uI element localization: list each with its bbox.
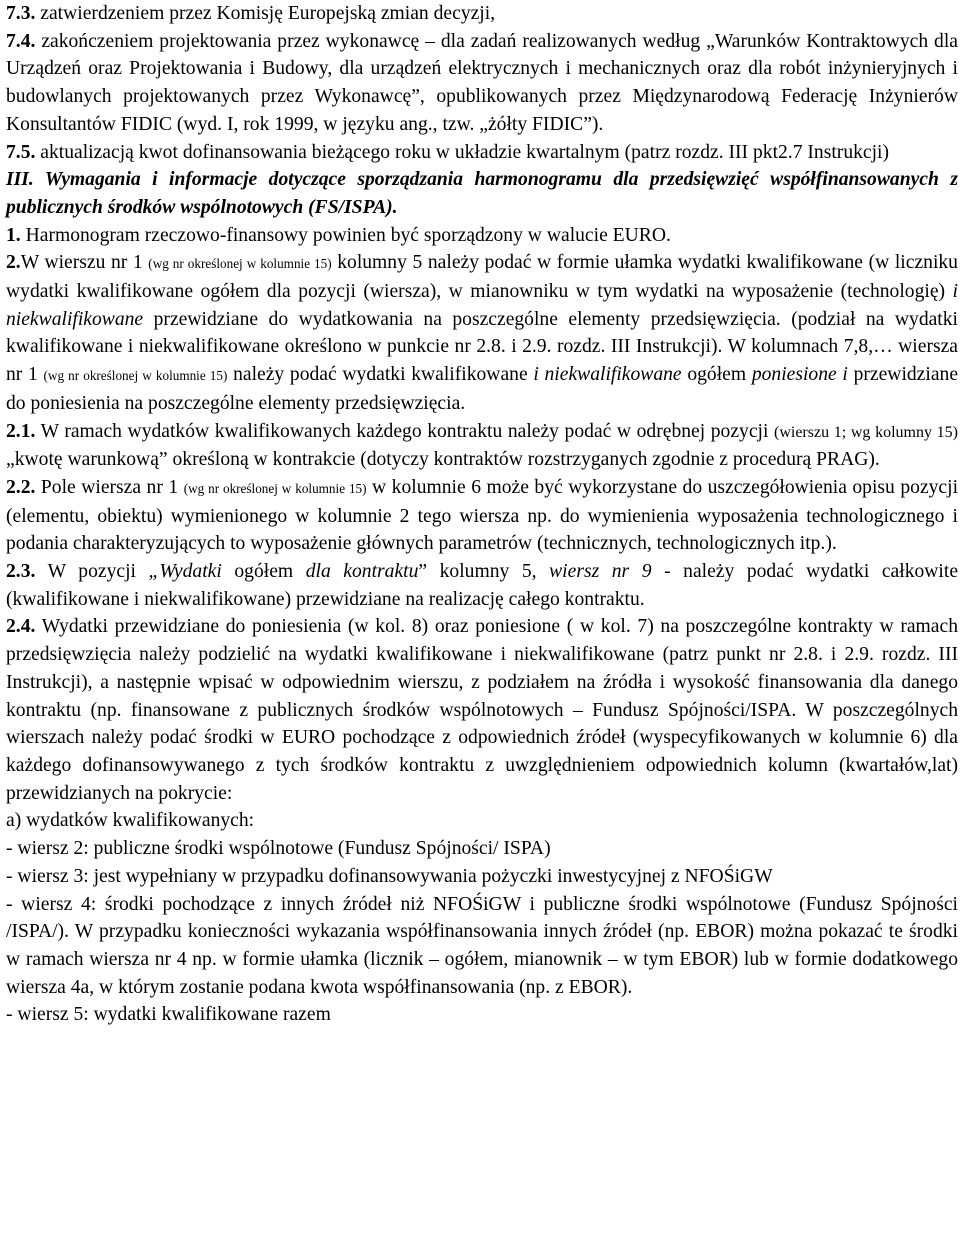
paragraph-2-4 [6, 613, 958, 807]
paragraph-text: - należy podać wydatki całkowite (kwalifikowane i niekwalifikowane) przewidziane na realizację całego kontraktu. [6, 561, 959, 610]
small-note: (wg nr określonej w kolumnie 15) [148, 256, 332, 272]
paragraph-text: aktualizacją kwot dofinansowania bieżącego roku w układzie kwartalnym (patrz rozdz. III pkt2.7 Instrukcji) [35, 141, 890, 163]
item-number: 2.3. [6, 561, 36, 583]
item-number: 2.1. [6, 420, 36, 442]
section-heading [6, 166, 958, 221]
paragraph-1 [6, 222, 958, 250]
paragraph-text: należy podać wydatki kwalifikowane [227, 364, 534, 386]
paragraph-text: W ramach wydatków kwalifikowanych każdego kontraktu należy podać w odrębnej pozycji [35, 420, 774, 442]
paragraph-text: ” kolumny 5, [418, 561, 550, 583]
list-heading-a: a) wydatków kwalifikowanych: [6, 810, 255, 832]
document-page [6, 0, 958, 1029]
list-item-wiersz-5: - wiersz 5: wydatki kwalifikowane razem [6, 1004, 331, 1026]
italic-text: „Wydatki [148, 561, 222, 583]
paragraph-text: w kolumnie 6 może być wykorzystane do uszczegółowienia opisu pozycji (elementu, obiektu) wymienionego w kolumnie 2 tego wiersza np. do wymienienia wyposażenia technologicznego i podania charakteryzujących to wyposażenie głównych parametrów (technicznych, technologicznych itp.). [6, 476, 959, 555]
paragraph-text: zakończeniem projektowania przez wykonawcę – dla zadań realizowanych według „Warunków Kontraktowych dla Urządzeń oraz Projektowania i Budowy, dla urządzeń elektrycznych i mechanicznych oraz dla robót inżynieryjnych i budowlanych projektowanych przez Wykonawcę”, opublikowanych przez Międzynarodową Federację Inżynierów Konsultantów FIDIC (wyd. I, rok 1999, w języku ang., tzw. „żółty FIDIC”). [6, 30, 958, 135]
item-number: 2.4. [6, 616, 36, 638]
paragraph-text: Pole wiersza nr 1 [35, 476, 184, 498]
list-item-wiersz-4: - wiersz 4: środki pochodzące z innych źródeł niż NFOŚiGW i publiczne środki wspólnotowe (Fundusz Spójności /ISPA/). W przypadku konieczności wykazania współfinansowania innych źródeł (np. EBOR) można pokazać te środki w ramach wiersza nr 4 np. w formie ułamka (licznik – ogółem, mianownik – w tym EBOR) lub w formie dodatkowego wiersza 4a, w którym zostanie podana kwota współfinansowania (np. z EBOR). [6, 893, 958, 998]
paragraph-7-4 [6, 28, 958, 139]
item-number: 7.4. [6, 30, 36, 52]
small-note: (wierszu 1; wg kolumny 15) [774, 423, 958, 441]
paragraph-2-2 [6, 474, 958, 558]
italic-text: wiersz nr 9 [549, 561, 652, 583]
section-number: III. [6, 169, 34, 191]
paragraph-2-1 [6, 418, 958, 474]
small-note: (wg nr określonej w kolumnie 15) [43, 368, 228, 384]
paragraph-text: zatwierdzeniem przez Komisję Europejską zmian decyzji, [35, 3, 496, 24]
item-number: 7.5. [6, 141, 36, 163]
paragraph-text: Wydatki przewidziane do poniesienia (w kol. 8) oraz poniesione ( w kol. 7) na poszczególne kontrakty w ramach przedsięwzięcia należy podzielić na wydatki kwalifikowane i niekwalifikowane (patrz punkt nr 2.8. i 2.9. rozdz. III Instrukcji), a następnie wpisać w odpowiednim wierszu, z podziałem na źródła i wysokość finansowania dla danego kontraktu (np. finansowane z publicznych środków wspólnotowych – Fundusz Spójności/ISPA. W poszczególnych wierszach należy podać środki w EURO pochodzące z odpowiednich źródeł (wyspecyfikowanych w kolumnie 6) dla każdego dofinansowywanego z tych środków kontraktu z uwzględnieniem odpowiednich kolumn (kwartałów,lat) przewidzianych na pokrycie: [6, 616, 958, 804]
paragraph-text: ogółem [221, 561, 306, 583]
paragraph-7-3 [6, 0, 958, 28]
paragraph-text: ogółem [681, 364, 752, 386]
italic-text: i niekwalifikowane [6, 281, 958, 330]
item-number: 2.2. [6, 476, 36, 498]
paragraph-text: przewidziane do wydatkowania na poszczególne elementy przedsięwzięcia. (podział na wydatki kwalifikowane i niekwalifikowane określono w punkcie nr 2.8. i 2.9. rozdz. III Instrukcji). W kolumnach 7,8,… wiersza nr 1 [6, 308, 958, 386]
small-note: (wg nr określonej w kolumnie 15) [183, 480, 367, 496]
italic-text: poniesione i [751, 364, 848, 386]
paragraph-text: kolumny 5 należy podać w formie ułamka wydatki kwalifikowane (w liczniku wydatki kwalifikowane ogółem dla pozycji (wiersza), w mianowniku w tym wydatki na wyposażenie (technologię) [6, 252, 958, 303]
item-number: 1. [6, 224, 21, 246]
paragraph-2 [6, 249, 958, 417]
item-number: 7.3. [6, 3, 36, 24]
paragraph-7-5 [6, 139, 958, 167]
list-item-wiersz-3: - wiersz 3: jest wypełniany w przypadku dofinansowywania pożyczki inwestycyjnej z NFOŚiGW [6, 865, 773, 887]
paragraph-text: „kwotę warunkową” określoną w kontrakcie (dotyczy kontraktów rozstrzyganych zgodnie z procedurą PRAG). [6, 449, 880, 471]
list-item-wiersz-2: - wiersz 2: publiczne środki wspólnotowe (Fundusz Spójności/ ISPA) [6, 838, 551, 860]
paragraph-text: przewidziane do poniesienia na poszczególne elementy przedsięwzięcia. [6, 364, 959, 414]
item-number: 2. [6, 252, 21, 274]
paragraph-text: W wierszu nr 1 [20, 252, 149, 274]
italic-text: i niekwalifikowane [533, 364, 682, 386]
italic-text: dla kontraktu [305, 561, 419, 583]
section-title: Wymagania i informacje dotyczące sporządzania harmonogramu dla przedsięwzięć współfinansowanych z publicznych środków wspólnotowych (FS/ISPA). [6, 169, 958, 218]
paragraph-2-3 [6, 558, 958, 613]
paragraph-text: W pozycji [35, 561, 149, 583]
paragraph-text: Harmonogram rzeczowo-finansowy powinien być sporządzony w walucie EURO. [20, 224, 671, 246]
